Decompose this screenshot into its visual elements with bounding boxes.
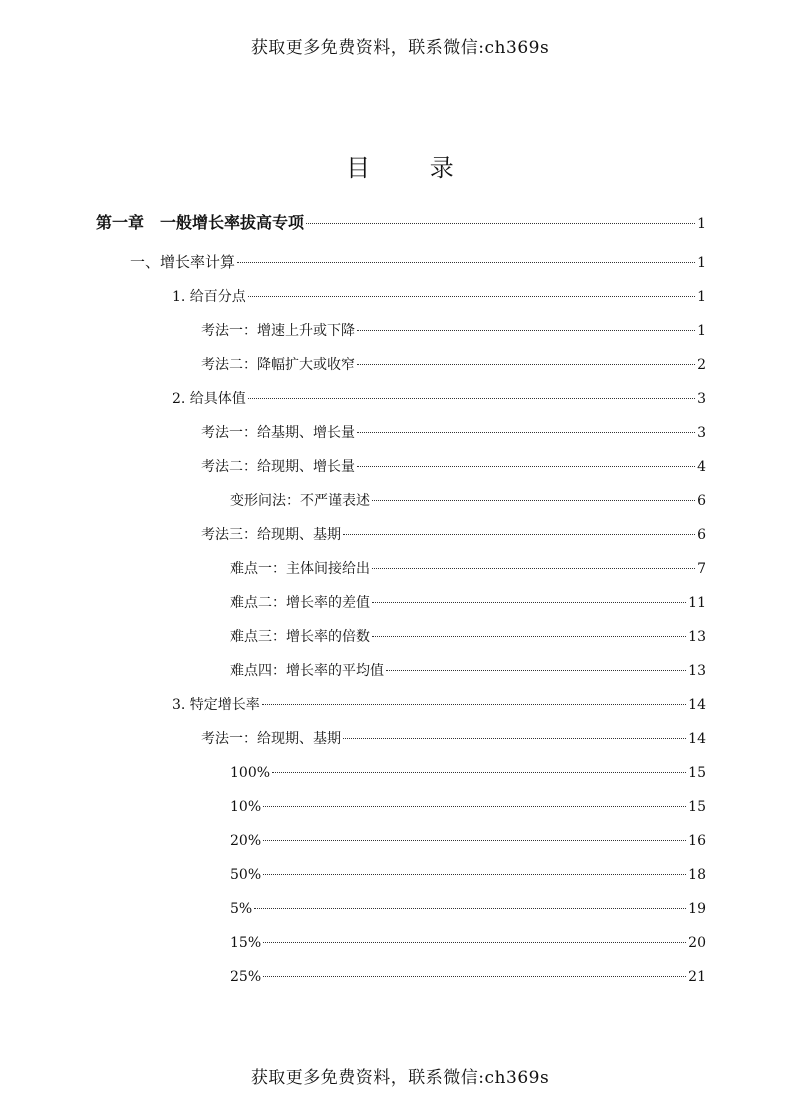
- toc-entry-label: 10%: [230, 799, 262, 815]
- toc-entry-page: 19: [688, 901, 706, 917]
- leader-dots: [254, 908, 686, 909]
- toc-entry-detail[interactable]: [230, 797, 706, 817]
- toc-entry-chapter-1[interactable]: [96, 213, 706, 234]
- toc-entry-label: 难点一：主体间接给出: [230, 561, 370, 577]
- toc-entry-label: 3. 特定增长率: [172, 697, 260, 713]
- leader-dots: [357, 432, 695, 433]
- toc-entry-page: 21: [688, 969, 706, 985]
- toc-entry-subsection[interactable]: [172, 695, 706, 715]
- toc-entry-page: 20: [688, 935, 706, 951]
- leader-dots: [248, 398, 695, 399]
- toc-entry-page: 14: [688, 697, 706, 713]
- toc-entry-page: 3: [697, 425, 706, 441]
- toc-entry-detail[interactable]: [230, 831, 706, 851]
- toc-entry-detail[interactable]: [230, 865, 706, 885]
- toc-entry-detail[interactable]: [230, 899, 706, 919]
- toc-entry-detail[interactable]: [230, 763, 706, 783]
- leader-dots: [263, 874, 686, 875]
- toc-entry-label: 考法一：增速上升或下降: [201, 323, 355, 339]
- leader-dots: [306, 223, 695, 224]
- footer-banner: 获取更多免费资料，联系微信:ch369s: [250, 1068, 550, 1088]
- toc-entry-page: 6: [697, 493, 706, 509]
- leader-dots: [372, 568, 695, 569]
- toc-entry-method[interactable]: [201, 525, 706, 545]
- toc-entry-label: 考法二：给现期、增长量: [201, 459, 355, 475]
- toc-entry-detail[interactable]: [230, 967, 706, 987]
- leader-dots: [357, 330, 695, 331]
- toc-entry-page: 3: [697, 391, 706, 407]
- toc-entry-page: 15: [688, 765, 706, 781]
- toc-entry-label: 100%: [230, 765, 271, 781]
- leader-dots: [343, 534, 695, 535]
- header-banner: 获取更多免费资料，联系微信:ch369s: [250, 38, 550, 58]
- leader-dots: [372, 602, 686, 603]
- toc-entry-page: 2: [697, 357, 706, 373]
- toc-entry-label: 一、增长率计算: [130, 253, 236, 271]
- toc-entry-page: 7: [697, 561, 706, 577]
- toc-entry-page: 11: [688, 595, 706, 611]
- toc-entry-detail[interactable]: [230, 933, 706, 953]
- toc-entry-label: 考法三：给现期、基期: [201, 527, 341, 543]
- toc-entry-page: 1: [697, 255, 706, 271]
- toc-entry-label: 15%: [230, 935, 262, 951]
- leader-dots: [272, 772, 686, 773]
- toc-entry-detail[interactable]: [230, 559, 706, 579]
- leader-dots: [357, 364, 695, 365]
- toc-entry-subsection[interactable]: [172, 389, 706, 409]
- toc-entry-label: 50%: [230, 867, 262, 883]
- toc-entry-label: 变形问法：不严谨表述: [230, 493, 370, 509]
- leader-dots: [343, 738, 686, 739]
- leader-dots: [263, 840, 686, 841]
- toc-entry-page: 14: [688, 731, 706, 747]
- toc-entry-page: 13: [688, 663, 706, 679]
- toc-entry-page: 16: [688, 833, 706, 849]
- toc-entry-detail[interactable]: [230, 491, 706, 511]
- toc-entry-method[interactable]: [201, 423, 706, 443]
- toc-entry-page: 1: [697, 323, 706, 339]
- toc-entry-label: 2. 给具体值: [172, 391, 246, 407]
- toc-entry-section-1[interactable]: [130, 252, 706, 273]
- toc-entry-label: 考法二：降幅扩大或收窄: [201, 357, 355, 373]
- leader-dots: [237, 262, 695, 263]
- toc-entry-detail[interactable]: [230, 627, 706, 647]
- leader-dots: [263, 942, 686, 943]
- toc-entry-label: 难点二：增长率的差值: [230, 595, 370, 611]
- leader-dots: [263, 976, 686, 977]
- toc-entry-method[interactable]: [201, 729, 706, 749]
- toc-entry-label: 难点三：增长率的倍数: [230, 629, 370, 645]
- toc-entry-method[interactable]: [201, 457, 706, 477]
- leader-dots: [357, 466, 695, 467]
- toc-entry-page: 13: [688, 629, 706, 645]
- toc-entry-label: 考法一：给基期、增长量: [201, 425, 355, 441]
- toc-entry-label: 25%: [230, 969, 262, 985]
- toc-entry-page: 18: [688, 867, 706, 883]
- toc-entry-subsection[interactable]: [172, 287, 706, 307]
- toc-entry-method[interactable]: [201, 321, 706, 341]
- toc-entry-label: 1. 给百分点: [172, 289, 246, 305]
- toc-entry-detail[interactable]: [230, 593, 706, 613]
- toc-entry-method[interactable]: [201, 355, 706, 375]
- toc-entry-page: 15: [688, 799, 706, 815]
- toc-entry-label: 考法一：给现期、基期: [201, 731, 341, 747]
- toc-entry-page: 4: [697, 459, 706, 475]
- toc-entry-detail[interactable]: [230, 661, 706, 681]
- leader-dots: [248, 296, 695, 297]
- toc-entry-page: 1: [697, 216, 706, 232]
- toc-entry-label: 第一章 一般增长率拔高专项: [96, 213, 305, 232]
- toc-entry-page: 6: [697, 527, 706, 543]
- leader-dots: [372, 636, 686, 637]
- leader-dots: [262, 704, 686, 705]
- toc-entry-label: 20%: [230, 833, 262, 849]
- toc-entry-label: 5%: [230, 901, 253, 917]
- leader-dots: [372, 500, 695, 501]
- page-title: 目 录: [346, 154, 480, 182]
- toc-entry-page: 1: [697, 289, 706, 305]
- leader-dots: [386, 670, 686, 671]
- leader-dots: [263, 806, 686, 807]
- toc-entry-label: 难点四：增长率的平均值: [230, 663, 384, 679]
